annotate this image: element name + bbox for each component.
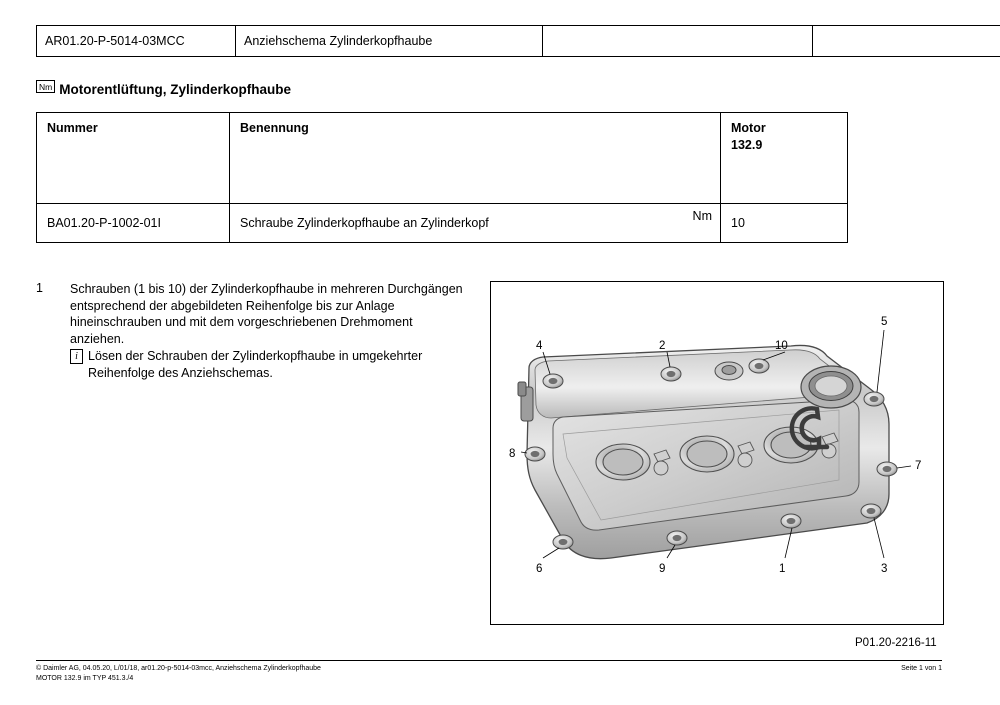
bolt-boss-6 [553,535,573,549]
callout-7: 7 [915,460,922,472]
instruction-body [70,281,466,381]
column-header-motor [721,113,848,204]
section-title-text: Motorentlüftung, Zylinderkopfhaube [59,82,291,97]
info-icon: i [70,349,83,364]
instruction-block [36,281,466,381]
column-header-motor-value: 132.9 [731,138,763,152]
figure-reference: P01.20-2216-11 [855,637,937,649]
section-title [36,82,291,97]
torque-specification-table [36,112,848,243]
cell-torque-value: 10 [721,204,848,243]
cell-benennung-text: Schraube Zylinderkopfhaube an Zylinderkopf [240,216,489,230]
callout-8: 8 [509,448,516,460]
callout-1: 1 [779,563,786,575]
instruction-note [70,348,466,381]
callout-10: 10 [775,340,788,352]
callout-4: 4 [536,340,543,352]
document-header-table [36,25,1000,57]
callout-5: 5 [881,316,888,328]
cell-benennung [230,204,721,243]
footer-copyright [36,664,321,684]
callout-9: 9 [659,563,666,575]
bolt-boss-1 [781,514,801,528]
bolt-boss-4 [543,374,563,388]
document-footer [36,660,942,684]
column-header-nummer: Nummer [37,113,230,204]
footer-page-number: Seite 1 von 1 [901,665,942,672]
instruction-note-text: Lösen der Schrauben der Zylinderkopfhaube in umgekehrter Reihenfolge des Anziehschemas. [88,349,423,380]
bolt-boss-5 [864,392,884,406]
header-doc-title: Anziehschema Zylinderkopfhaube [236,26,543,57]
callout-6: 6 [536,563,543,575]
bolt-boss-8 [525,447,545,461]
footer-line-2: MOTOR 132.9 im TYP 451.3./4 [36,675,134,682]
instruction-text: Schrauben (1 bis 10) der Zylinderkopfhaube in mehreren Durchgängen entsprechend der abgebildeten Reihenfolge bis zur Anlage hineinschrauben und mit dem vorgeschriebenen Drehmoment anziehen. [70,282,463,346]
table-row [37,204,848,243]
bolt-boss-10 [749,359,769,373]
cylinder-head-cover-illustration [491,282,943,624]
nm-unit-badge: Nm [36,80,55,93]
instruction-number: 1 [36,281,43,295]
column-header-motor-label: Motor [731,121,766,135]
figure-cylinder-head-cover [490,281,944,625]
callout-2: 2 [659,340,666,352]
bolt-boss-3 [861,504,881,518]
callout-3: 3 [881,563,888,575]
header-col4 [813,26,1000,57]
footer-line-1: © Daimler AG, 04.05.20, L/01/18, ar01.20-p-5014-03mcc, Anziehschema Zylinderkopfhaube [36,665,321,672]
bolt-boss-7 [877,462,897,476]
table-row [37,26,1000,57]
header-doc-number: AR01.20-P-5014-03MCC [37,26,236,57]
header-col3 [543,26,813,57]
bolt-boss-2 [661,367,681,381]
table-header-row [37,113,848,204]
bolt-boss-9 [667,531,687,545]
column-header-benennung: Benennung [230,113,721,204]
cell-nummer: BA01.20-P-1002-01I [37,204,230,243]
cell-unit: Nm [692,209,712,223]
figure-image [491,282,943,624]
